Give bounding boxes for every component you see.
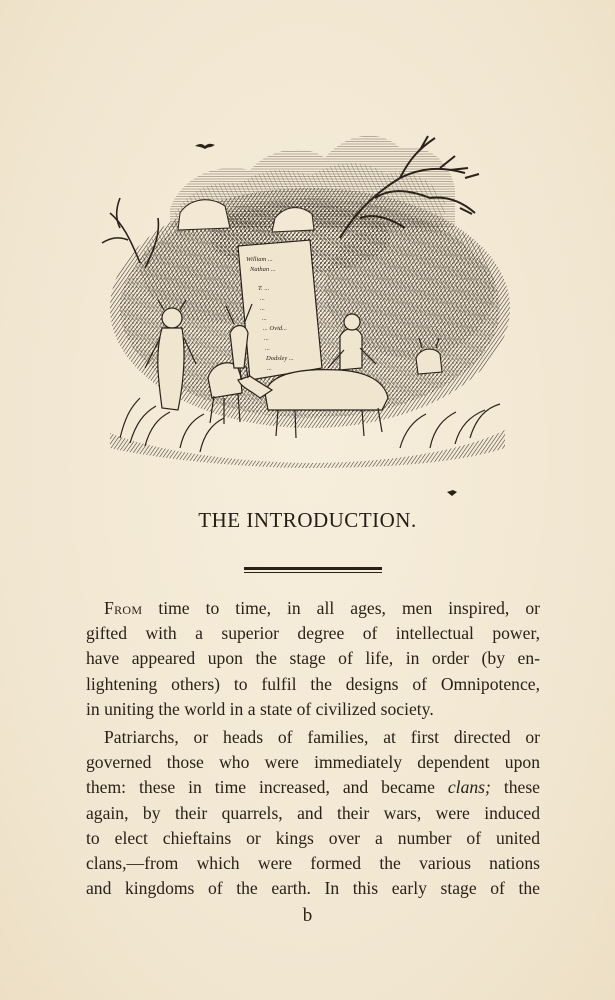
text-line: and kingdoms of the earth. In this early stage of the (86, 878, 540, 899)
inscription-line: ... (260, 305, 265, 312)
printer-ornament-icon (447, 490, 457, 496)
woodcut-vignette (100, 118, 515, 468)
inscription-line: ... (265, 345, 270, 352)
inscription-line: ... Ovid... (263, 325, 288, 332)
bird-icon (195, 144, 215, 149)
italic-word: clans; (447, 777, 491, 798)
inscription-line: ... (262, 315, 267, 322)
text-line: From time to time, in all ages, men inspired, or (104, 598, 540, 618)
text-line: to elect chieftains or kings over a number of united (86, 827, 540, 848)
title-rule-divider (244, 567, 382, 574)
inscription-line: ... (267, 365, 272, 372)
inscription-line: William ... (246, 256, 273, 263)
signature-mark: b (302, 905, 313, 926)
text-line: have appeared upon the stage of life, in order (by en- (86, 648, 540, 669)
chapter-title: THE INTRODUCTION. (198, 508, 417, 532)
body-paragraphs (86, 596, 540, 901)
text-line: them: these in time increased, and became clans; these (86, 777, 540, 798)
inscription-line: Nathan ... (250, 266, 276, 273)
text-line: again, by their quarrels, and their wars, were induced (86, 802, 540, 823)
text-line: governed those who were immediately dependent upon (86, 752, 540, 773)
text-line: clans,—from which were formed the various nations (86, 852, 540, 873)
text-line: Patriarchs, or heads of families, at first directed or (104, 726, 540, 747)
inscription-line: T. ... (258, 285, 270, 292)
drop-word: From (104, 598, 143, 618)
text-line: gifted with a superior degree of intellectual power, (86, 623, 540, 644)
inscription-line: Dodsley ... (266, 355, 294, 362)
text-line: lightening others) to fulfil the designs of Omnipotence, (86, 673, 540, 694)
text-line: in uniting the world in a state of civilized society. (86, 698, 434, 719)
woodcut-engraving (100, 118, 515, 468)
inscription-line: ... (264, 335, 269, 342)
inscription-line: ... (260, 295, 265, 302)
